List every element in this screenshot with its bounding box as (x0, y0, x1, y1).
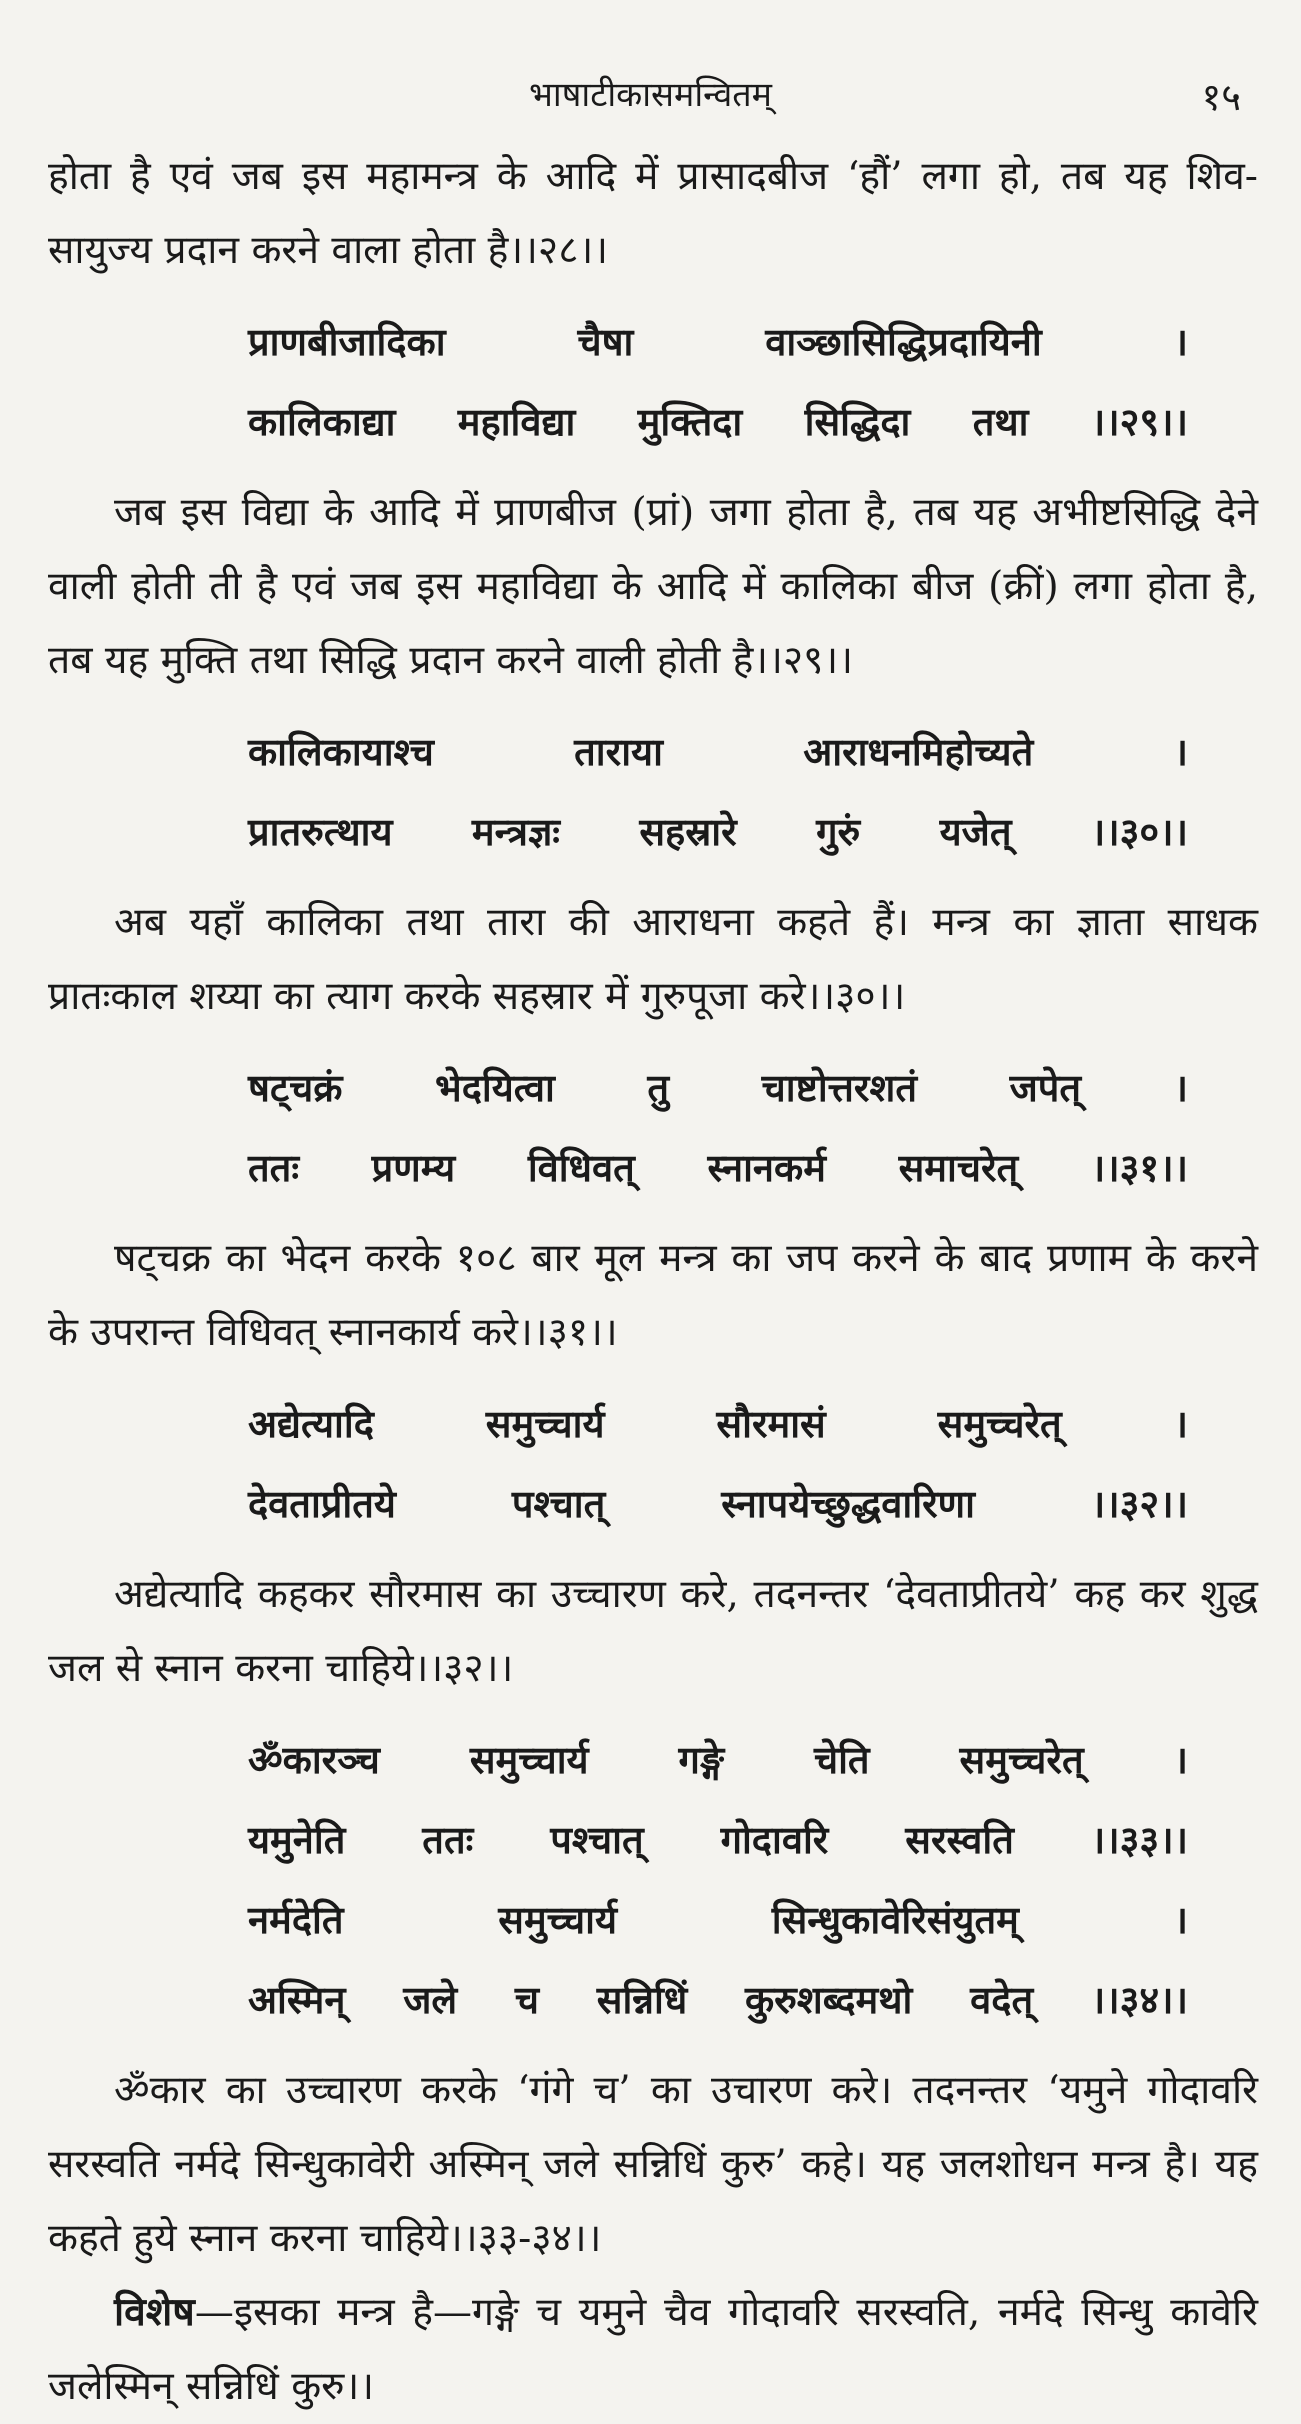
verse-line: अद्येत्यादि समुच्चार्य सौरमासं समुच्चरेत् । (248, 1402, 1188, 1446)
verse-line: ततः प्रणम्य विधिवत् स्नानकर्म समाचरेत् ।।३१।। (248, 1146, 1188, 1190)
commentary-paragraph-29: जब इस विद्या के आदि में प्राणबीज (प्रां) जगा होता है, तब यह अभीष्टसिद्धि देने वाली होती ती है एवं जब इस महाविद्या के आदि में कालिका बीज (क्रीं) लगा होता है, तब यह मुक्ति तथा सिद्धि प्रदान करने वाली होती है।।२९।। (48, 490, 1258, 683)
verse-line: कालिकायाश्च ताराया आराधनमिहोच्यते । (248, 730, 1188, 774)
verse-31 (48, 1048, 1258, 1208)
verse-line: नर्मदेति समुच्चार्य सिन्धुकावेरिसंयुतम् । (248, 1898, 1188, 1942)
verse-line: अस्मिन् जले च सन्निधिं कुरुशब्दमथो वदेत् ।।३४।। (248, 1978, 1188, 2022)
verse-line: प्राणबीजादिका चैषा वाञ्छासिद्धिप्रदायिनी । (248, 320, 1188, 364)
verse-line: यमुनेति ततः पश्चात् गोदावरि सरस्वति ।।३३।। (248, 1818, 1188, 1862)
commentary-paragraph-33-34: ॐकार का उच्चारण करके ‘गंगे च’ का उचारण करे। तदनन्तर ‘यमुने गोदावरि सरस्वति नर्मदे सिन्धुकावेरी अस्मिन् जले सन्निधिं कुरु’ कहे। यह जलशोधन मन्त्र है। यह कहते हुये स्नान करना चाहिये।।३३-३४।। (48, 2068, 1258, 2261)
special-note (48, 2276, 1258, 2424)
verse-32 (48, 1384, 1258, 1544)
running-title: भाषाटीकासमन्वितम् (529, 75, 772, 115)
commentary-paragraph-31: षट्चक्र का भेदन करके १०८ बार मूल मन्त्र का जप करने के बाद प्रणाम के करने के उपरान्त विधिवत् स्नानकार्य करे।।३१।। (48, 1236, 1258, 1355)
verse-line: प्रातरुत्थाय मन्त्रज्ञः सहस्रारे गुरुं यजेत् ।।३०।। (248, 810, 1188, 854)
running-head (0, 70, 1301, 120)
special-note-label: विशेष (114, 2290, 195, 2335)
commentary-paragraph-28: होता है एवं जब इस महामन्त्र के आदि में प्रासादबीज ‘हौं’ लगा हो, तब यह शिव-सायुज्य प्रदान करने वाला होता है।।२८।। (48, 154, 1258, 273)
body-text (48, 140, 1258, 2424)
commentary-paragraph-32: अद्येत्यादि कहकर सौरमास का उच्चारण करे, तदनन्तर ‘देवताप्रीतये’ कह कर शुद्ध जल से स्नान करना चाहिये।।३२।। (48, 1572, 1258, 1691)
verse-line: षट्चक्रं भेदयित्वा तु चाष्टोत्तरशतं जपेत् । (248, 1066, 1188, 1110)
verse-line: कालिकाद्या महाविद्या मुक्तिदा सिद्धिदा तथा ।।२९।। (248, 400, 1188, 444)
page-number: १५ (1201, 75, 1241, 119)
verse-29 (48, 302, 1258, 462)
verse-33-34 (48, 1720, 1258, 2040)
commentary-paragraph-30: अब यहाँ कालिका तथा तारा की आराधना कहते हैं। मन्त्र का ज्ञाता साधक प्रातःकाल शय्या का त्याग करके सहस्रार में गुरुपूजा करे।।३०।। (48, 900, 1258, 1019)
verse-line: ॐकारञ्च समुच्चार्य गङ्गे चेति समुच्चरेत् । (248, 1738, 1188, 1782)
verse-30 (48, 712, 1258, 872)
special-note-text: —इसका मन्त्र है—गङ्गे च यमुने चैव गोदावरि सरस्वति, नर्मदे सिन्धु कावेरि जलेस्मिन् सन्निधिं कुरु।। (48, 2290, 1258, 2409)
verse-line: देवताप्रीतये पश्चात् स्नापयेच्छुद्धवारिणा ।।३२।। (248, 1482, 1188, 1526)
